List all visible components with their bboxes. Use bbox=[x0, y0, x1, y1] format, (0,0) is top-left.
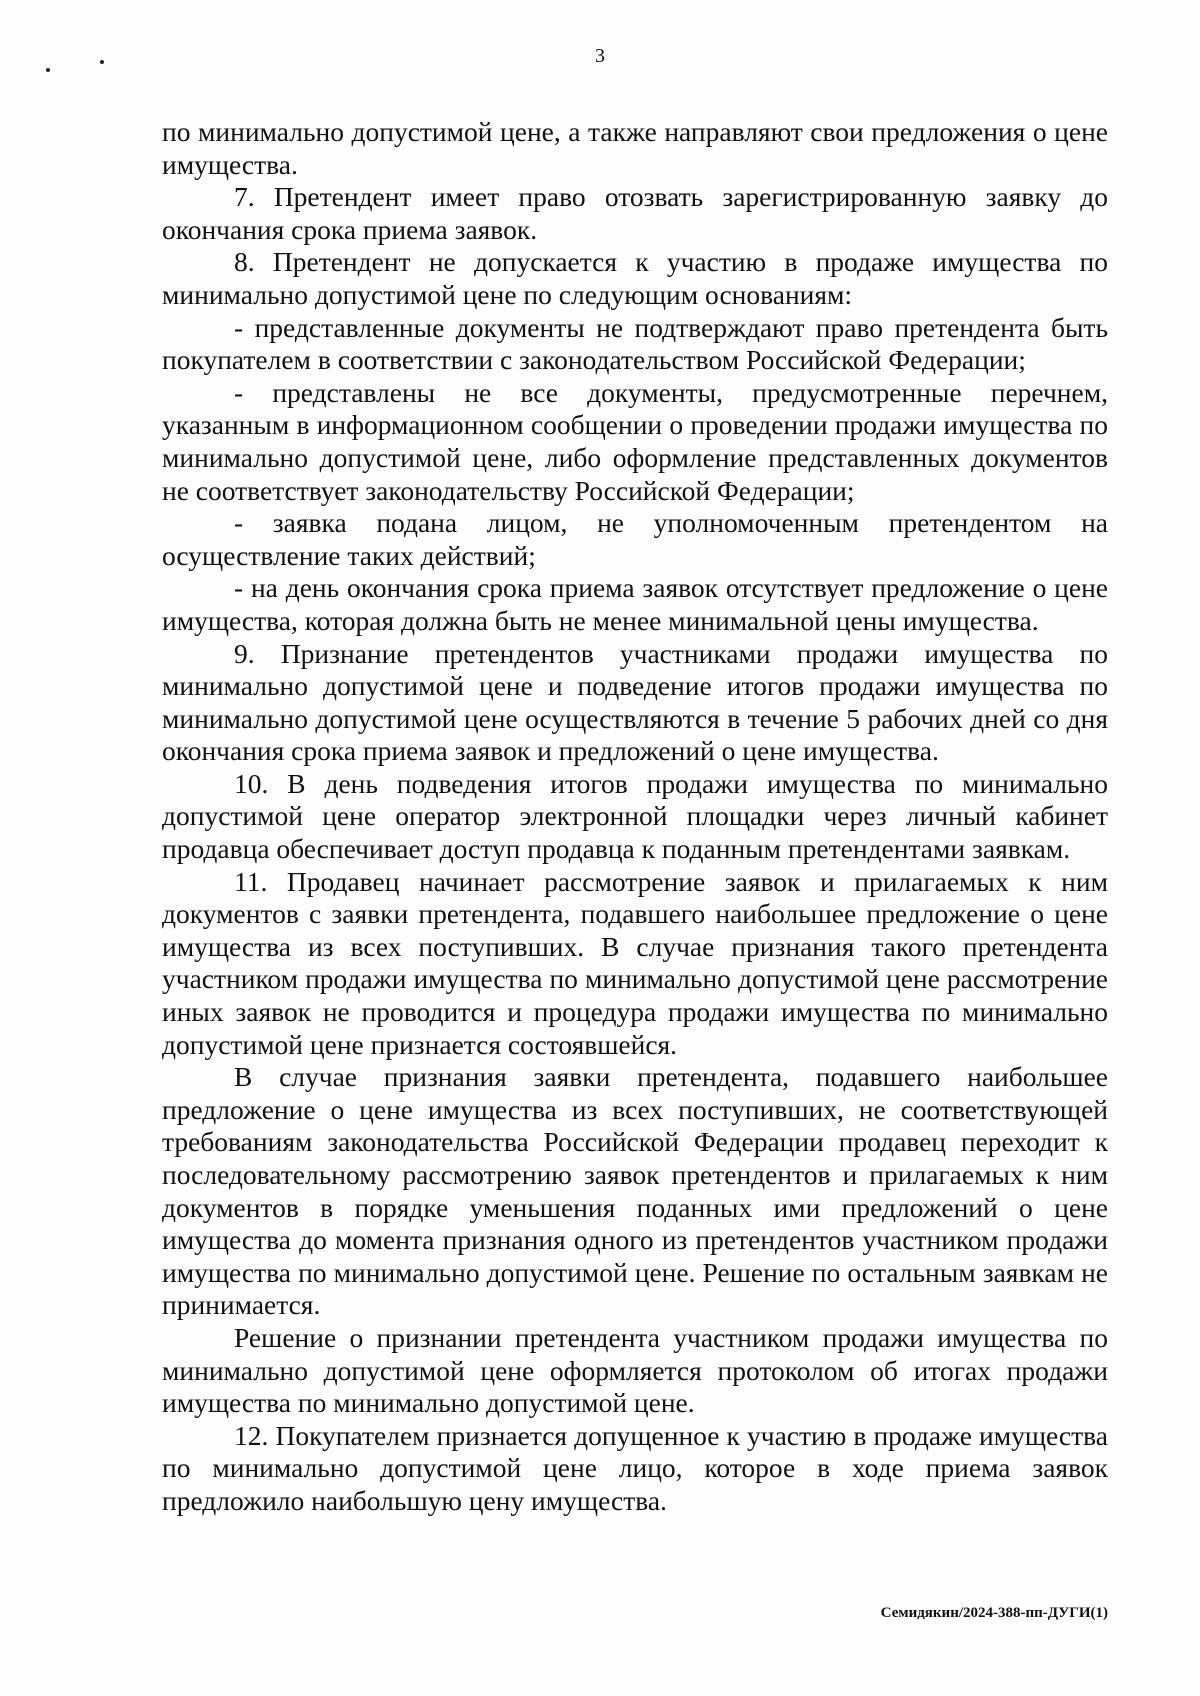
paragraph: 8. Претендент не допускается к участию в продаже имущества по минимально допустимой цене по следующим основаниям: bbox=[162, 246, 1108, 310]
paragraph-list-item: - представлены не все документы, предусмотренные перечнем, указанным в информационном сообщении о проведении продажи имущества по минимально допустимой цене, либо оформление представленных документов не соответствует законодательству Российской Федерации; bbox=[162, 376, 1108, 506]
paragraph: по минимально допустимой цене, а также направляют свои предложения о цене имущества. bbox=[162, 116, 1108, 180]
paragraph-list-item: - заявка подана лицом, не уполномоченным претендентом на осуществление таких действий; bbox=[162, 507, 1108, 571]
paragraph: 7. Претендент имеет право отозвать зарегистрированную заявку до окончания срока приема заявок. bbox=[162, 181, 1108, 245]
scan-speck bbox=[46, 68, 50, 72]
paragraph: 11. Продавец начинает рассмотрение заявок и прилагаемых к ним документов с заявки претендента, подавшего наибольшее предложение о цене имущества из всех поступивших. В случае признания такого претендента участником продажи имущества по минимально допустимой цене рассмотрение иных заявок не проводится и процедура продажи имущества по минимально допустимой цене признается состоявшейся. bbox=[162, 865, 1108, 1060]
paragraph-list-item: - на день окончания срока приема заявок отсутствует предложение о цене имущества, которая должна быть не менее минимальной цены имущества. bbox=[162, 572, 1108, 636]
page-number: 3 bbox=[595, 45, 605, 67]
paragraph: 12. Покупателем признается допущенное к участию в продаже имущества по минимально допустимой цене лицо, которое в ходе приема заявок предложило наибольшую цену имущества. bbox=[162, 1419, 1108, 1516]
paragraph: Решение о признании претендента участником продажи имущества по минимально допустимой цене оформляется протоколом об итогах продажи имущества по минимально допустимой цене. bbox=[162, 1321, 1108, 1419]
document-reference: Семидякин/2024-388-пп-ДУГИ(1) bbox=[880, 1605, 1108, 1621]
paragraph: 9. Признание претендентов участниками продажи имущества по минимально допустимой цене и подведение итогов продажи имущества по минимально допустимой цене осуществляются в течение 5 рабочих дней со дня окончания срока приема заявок и предложений о цене имущества. bbox=[162, 637, 1108, 767]
document-body bbox=[162, 116, 1108, 1518]
paragraph: 10. В день подведения итогов продажи имущества по минимально допустимой цене оператор электронной площадки через личный кабинет продавца обеспечивает доступ продавца к поданным претендентами заявкам. bbox=[162, 767, 1108, 865]
paragraph-list-item: - представленные документы не подтверждают право претендента быть покупателем в соответствии с законодательством Российской Федерации; bbox=[162, 311, 1108, 376]
paragraph: В случае признания заявки претендента, подавшего наибольшее предложение о цене имущества из всех поступивших, не соответствующей требованиям законодательства Российской Федерации продавец переходит к последовательному рассмотрению заявок претендентов и прилагаемых к ним документов в порядке уменьшения поданных ими предложений о цене имущества до момента признания одного из претендентов участником продажи имущества по минимально допустимой цене. Решение по остальным заявкам не принимается. bbox=[162, 1061, 1108, 1321]
